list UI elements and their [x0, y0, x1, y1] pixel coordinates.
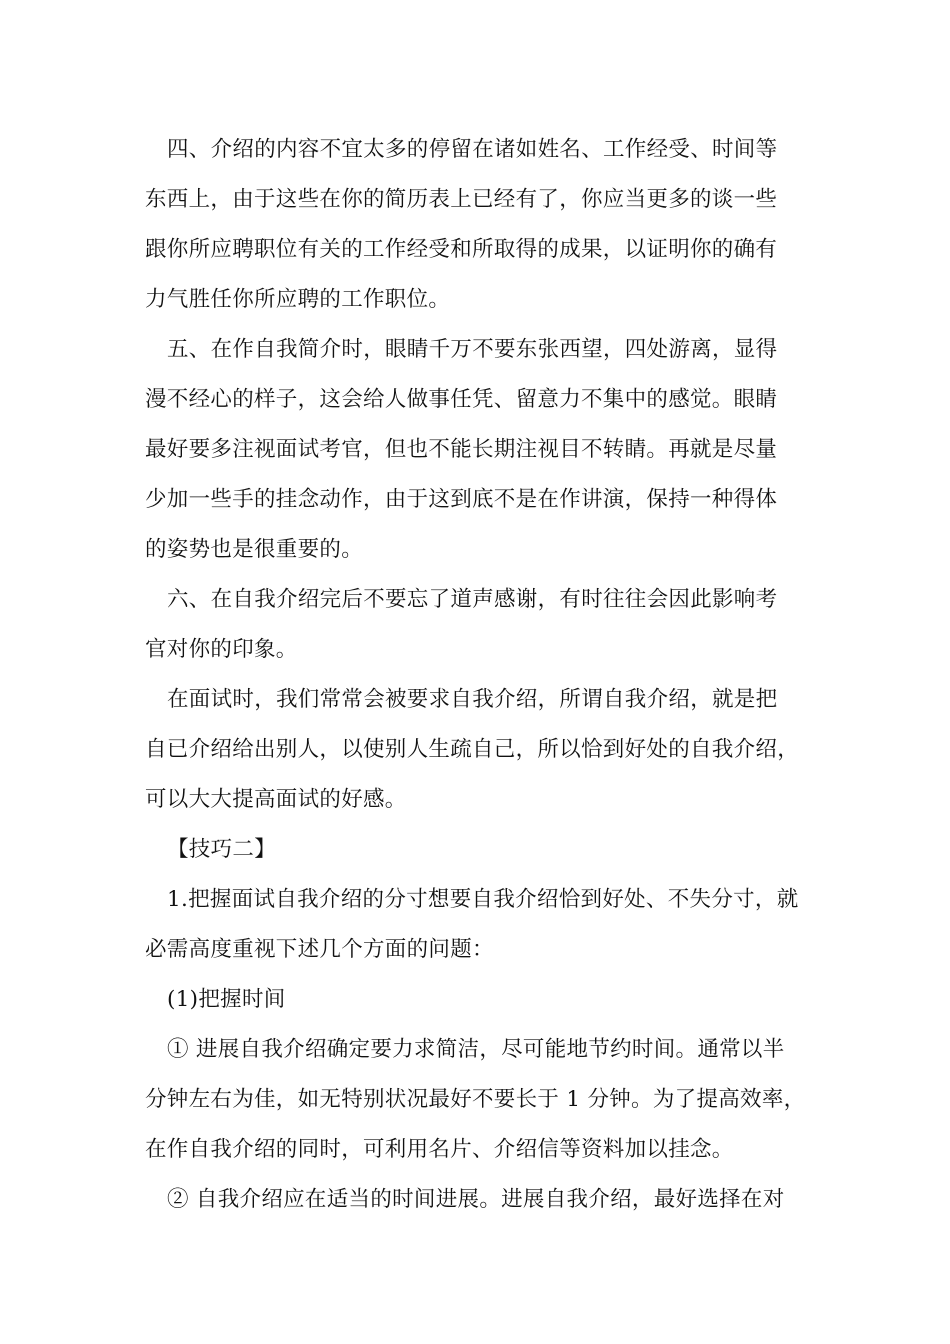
text-line: ② 自我介绍应在适当的时间进展。进展自我介绍，最好选择在对 [167, 1187, 785, 1212]
text-line: ① 进展自我介绍确定要力求简洁，尽可能地节约时间。通常以半 [167, 1037, 785, 1062]
text-line: 四、介绍的内容不宜太多的停留在诸如姓名、工作经受、时间等 [167, 137, 778, 162]
section-heading [145, 825, 825, 875]
text-line: 在作自我介绍的同时，可利用名片、介绍信等资料加以挂念。 [145, 1137, 734, 1162]
text-line: 必需高度重视下述几个方面的问题： [145, 937, 494, 962]
text-line: 分钟左右为佳，如无特别状况最好不要长于 1 分钟。为了提高效率， [145, 1087, 806, 1112]
text-line: 六、在自我介绍完后不要忘了道声感谢，有时往往会因此影响考 [167, 587, 778, 612]
text-line: 的姿势也是很重要的。 [145, 537, 364, 562]
text-line: 最好要多注视面试考官，但也不能长期注视目不转睛。再就是尽量 [145, 437, 778, 462]
paragraph-item-1 [145, 1025, 825, 1175]
text-line: 力气胜任你所应聘的工作职位。 [145, 287, 451, 312]
text-line: 官对你的印象。 [145, 637, 298, 662]
text-line: 自已介绍给出别人，以使别人生疏自己，所以恰到好处的自我介绍， [145, 737, 800, 762]
heading-text: 【技巧二】 [167, 837, 277, 862]
subheading [145, 975, 825, 1025]
text-line: 1.把握面试自我介绍的分寸想要自我介绍恰到好处、不失分寸，就 [167, 887, 799, 912]
text-line: 在面试时，我们常常会被要求自我介绍，所谓自我介绍，就是把 [167, 687, 778, 712]
text-line: 少加一些手的挂念动作，由于这到底不是在作讲演，保持一种得体 [145, 487, 778, 512]
text-line: 可以大大提高面试的好感。 [145, 787, 407, 812]
subheading-text: (1)把握时间 [167, 987, 286, 1012]
paragraph-5 [145, 325, 825, 575]
paragraph-tip-1 [145, 875, 825, 975]
paragraph-intro [145, 675, 825, 825]
paragraph-6 [145, 575, 825, 675]
document-body [145, 125, 825, 1225]
paragraph-4 [145, 125, 825, 325]
text-line: 漫不经心的样子，这会给人做事任凭、留意力不集中的感觉。眼睛 [145, 387, 778, 412]
text-line: 跟你所应聘职位有关的工作经受和所取得的成果，以证明你的确有 [145, 237, 778, 262]
text-line: 五、在作自我简介时，眼睛千万不要东张西望，四处游离，显得 [167, 337, 778, 362]
text-line: 东西上，由于这些在你的简历表上已经有了，你应当更多的谈一些 [145, 187, 778, 212]
paragraph-item-2 [145, 1175, 825, 1225]
